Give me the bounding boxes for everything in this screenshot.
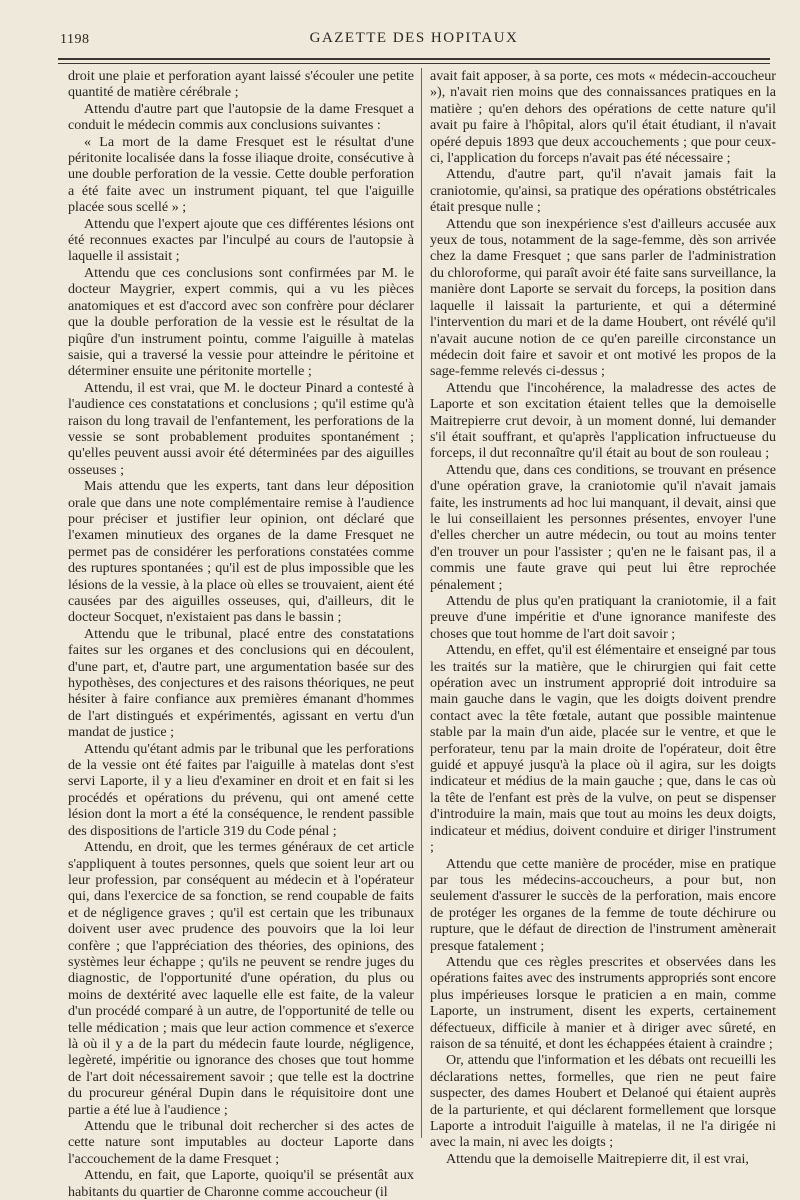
running-title: GAZETTE DES HOPITAUX [309, 30, 519, 46]
paragraph: avait fait apposer, à sa porte, ces mots « médecin-accoucheur »), n'avait rien moins que des connaissances pratiques en la matière ; qu'en dehors des opérations de cette nature qu'il avait pu faire à l'hôpital, alors qu'il était étudiant, il n'avait opéré depuis 1893 que deux accouchements ; que pour ceux-ci, l'application du forceps n'avait pas été nécessaire ; [430, 68, 776, 167]
page-header [58, 28, 770, 52]
paragraph: Attendu que le tribunal doit rechercher si des actes de cette nature sont imputables au docteur Laporte dans l'accouchement de la dame Fresquet ; [68, 1118, 414, 1167]
paragraph: Attendu, en effet, qu'il est élémentaire et enseigné par tous les traités sur la matière, que le chirurgien qui fait cette opération avec un instrument approprié doit introduire sa main gauche dans le vagin, que les doigts doivent prendre contact avec la tête fœtale, autant que possible maintenue stable par la main d'un aide, placée sur le ventre, et que le perforateur, tenu par la main droite de l'opérateur, doit être guidé et appuyé jusqu'à la place où il agira, sur les doigts indicateur et médius de la main gauche ; que, dans le cas où la tête de l'enfant est près de la vulve, on peut se dispenser d'introduire la main, mais que tout au moins les deux doigts, indicateur et médius, doivent conduire et diriger l'instrument ; [430, 642, 776, 856]
paragraph: Attendu que son inexpérience s'est d'ailleurs accusée aux yeux de tous, notamment de la sage-femme, dès son arrivée chez la dame Fresquet ; que sans parler de l'administration du chloroforme, qui paraît avoir été faite sans surveillance, la manière dont Laporte se servait du forceps, la position dans laquelle il laissait la parturiente, et qui a déterminé l'intervention du mari et de la dame Houbert, ont révélé qu'il n'avait aucune notion de ce qu'en pareille circonstance un médecin doit faire et savoir et ont motivé les propos de la sage-femme relevés ci-dessus ; [430, 215, 776, 380]
paragraph: Attendu que ces conclusions sont confirmées par M. le docteur Maygrier, expert commis, qui a vu les pièces anatomiques et est d'accord avec son confrère pour déclarer que la double perforation de la vessie est le résultat de la piqûre d'un instrument pointu, comme l'aiguille à matelas saisie, qui a traversé la vessie pour atteindre le péritoine et déterminer ensuite une péritonite mortelle ; [68, 264, 414, 380]
paragraph: Mais attendu que les experts, tant dans leur déposition orale que dans une note complémentaire remise à l'audience pour préciser et justifier leur opinion, ont déclaré que l'examen minutieux des organes de la dame Fresquet ne permet pas de considérer les perforations constatées comme des ruptures spontanées ; qu'il est de plus impossible que les lésions de la vessie, à la place où elles se trouvaient, aient été causées par des aiguilles osseuses, qui, d'ailleurs, dit le docteur Socquet, n'existaient pas dans le bassin ; [68, 478, 414, 626]
paragraph: Attendu, d'autre part, qu'il n'avait jamais fait la craniotomie, qu'ainsi, sa pratique des opérations obstétricales était presque nulle ; [430, 166, 776, 216]
header-rule-thick [58, 58, 770, 60]
header-rule-thin [58, 63, 770, 64]
paragraph: Or, attendu que l'information et les débats ont recueilli les déclarations nettes, formelles, que rien ne peut faire suspecter, des dames Houbert et Delanoé qui étaient auprès de la parturiente, et qui déclarent formellement que lorsque Laporte a introduit l'aiguille à matelas, il ne l'a dirigée ni avec la main, ni avec les doigts ; [430, 1052, 776, 1151]
page-number: 1198 [60, 32, 90, 47]
paragraph: droit une plaie et perforation ayant laissé s'écouler une petite quantité de matière cérébrale ; [68, 68, 414, 101]
paragraph: Attendu que la demoiselle Maitrepierre dit, il est vrai, [446, 1150, 749, 1167]
paragraph: Attendu qu'étant admis par le tribunal que les perforations de la vessie ont été faites par l'aiguille à matelas dont s'est servi Laporte, il y a lieu d'examiner en droit et en fait si les procédés et opérations du prévenu, qui ont amené cette lésion dont la mort a été la conséquence, le rendent passible des dispositions de l'article 319 du Code pénal ; [68, 740, 414, 839]
column-divider [421, 68, 422, 1138]
paragraph: Attendu que cette manière de procéder, mise en pratique par tous les médecins-accoucheurs, a pour but, non seulement d'assurer le succès de la perforation, mais encore de protéger les organes de la femme de toute déchirure ou rupture, que le défaut de direction de l'instrument amènerait presque fatalement ; [430, 855, 776, 954]
left-column [68, 68, 414, 1200]
paragraph: Attendu d'autre part que l'autopsie de la dame Fresquet a conduit le médecin commis aux conclusions suivantes : [68, 100, 414, 134]
paragraph: Attendu, en droit, que les termes généraux de cet article s'appliquent à toutes personnes, quels que soient leur art ou leur profession, par conséquent au médecin et à l'opérateur qui, dans l'exercice de sa fonction, se rend coupable de faits et de négligence graves ; qu'il est certain que les tribunaux doivent user avec prudence des pouvoirs que la loi leur confère ; que l'appréciation des théories, des opinions, des systèmes leur échappe ; qu'ils ne peuvent se rendre juges du diagnostic, de l'opportunité d'une opération, du plus ou moins de dextérité avec laquelle elle est faite, de la valeur d'un procédé comparé à un autre, de l'opportunité de telle ou telle médication ; mais que leur action commence et s'exerce là où il y a de la part du médecin faute lourde, négligence, legèreté, impéritie ou ignorance des choses que tout homme de l'art doit nécessairement savoir ; que telle est la doctrine du procureur général Dupin dans le réquisitoire dont une partie a été lue à l'audience ; [68, 839, 414, 1118]
paragraph: Attendu, il est vrai, que M. le docteur Pinard a contesté à l'audience ces constatations et conclusions ; qu'il estime qu'à raison du long travail de l'enfantement, les perforations de la vessie se sont probablement produites spontanément ; qu'elles peuvent aussi avoir été déterminées par des aiguilles osseuses ; [68, 379, 414, 478]
paragraph: Attendu que l'expert ajoute que ces différentes lésions ont été reconnues exactes par l'inculpé au cours de l'autopsie à laquelle il assistait ; [68, 215, 414, 265]
right-column [430, 68, 776, 1167]
paragraph: « La mort de la dame Fresquet est le résultat d'une péritonite localisée dans la fosse iliaque droite, consécutive à une double perforation de la vessie. Cette double perforation a été faite avec un instrument piquant, tel que l'aiguille placée sous scellé » ; [68, 133, 414, 216]
paragraph: Attendu que ces règles prescrites et observées dans les opérations faites avec des instruments appropriés sont encore plus impérieuses lorsque le praticien a en main, comme Laporte, un instrument, disent les experts, certainement défectueux, difficile à manier et à diriger avec sûreté, en raison de sa ténuité, et dont les échappées étaient à craindre ; [430, 953, 776, 1052]
paragraph: Attendu que le tribunal, placé entre des constatations faites sur les organes et des conclusions qui en découlent, d'une part, et, d'autre part, une argumentation basée sur des hypothèses, des conjectures et des raisons théoriques, ne peut hésiter à faire confiance aux premières émanant d'hommes de l'art distingués et expérimentés, agissant en vertu d'un mandat de justice ; [68, 625, 414, 741]
paragraph: Attendu que, dans ces conditions, se trouvant en présence d'une opération grave, la craniotomie qu'il n'avait jamais faite, les instruments ad hoc lui manquant, il devait, ainsi que le lui conseillaient les personnes présentes, envoyer l'une d'elles chercher un autre médecin, ou tout au moins tenter d'en trouver un pour l'assister ; qu'en ne le faisant pas, il a commis une faute grave qui peut lui être reprochée pénalement ; [430, 461, 776, 593]
paragraph: Attendu, en fait, que Laporte, quoiqu'il se présentât aux habitants du quartier de Charonne comme accoucheur (il [68, 1167, 414, 1200]
paragraph: Attendu de plus qu'en pratiquant la craniotomie, il a fait preuve d'une impéritie et d'une ignorance manifeste des choses que tout homme de l'art doit savoir ; [430, 593, 776, 642]
paragraph: Attendu que l'incohérence, la maladresse des actes de Laporte et son excitation étaient telles que la demoiselle Maitrepierre crut devoir, à un moment donné, lui demander s'il était souffrant, et qu'après l'application infructueuse du forceps, il dut reconnaître qu'il était au bout de son rouleau ; [430, 379, 776, 462]
